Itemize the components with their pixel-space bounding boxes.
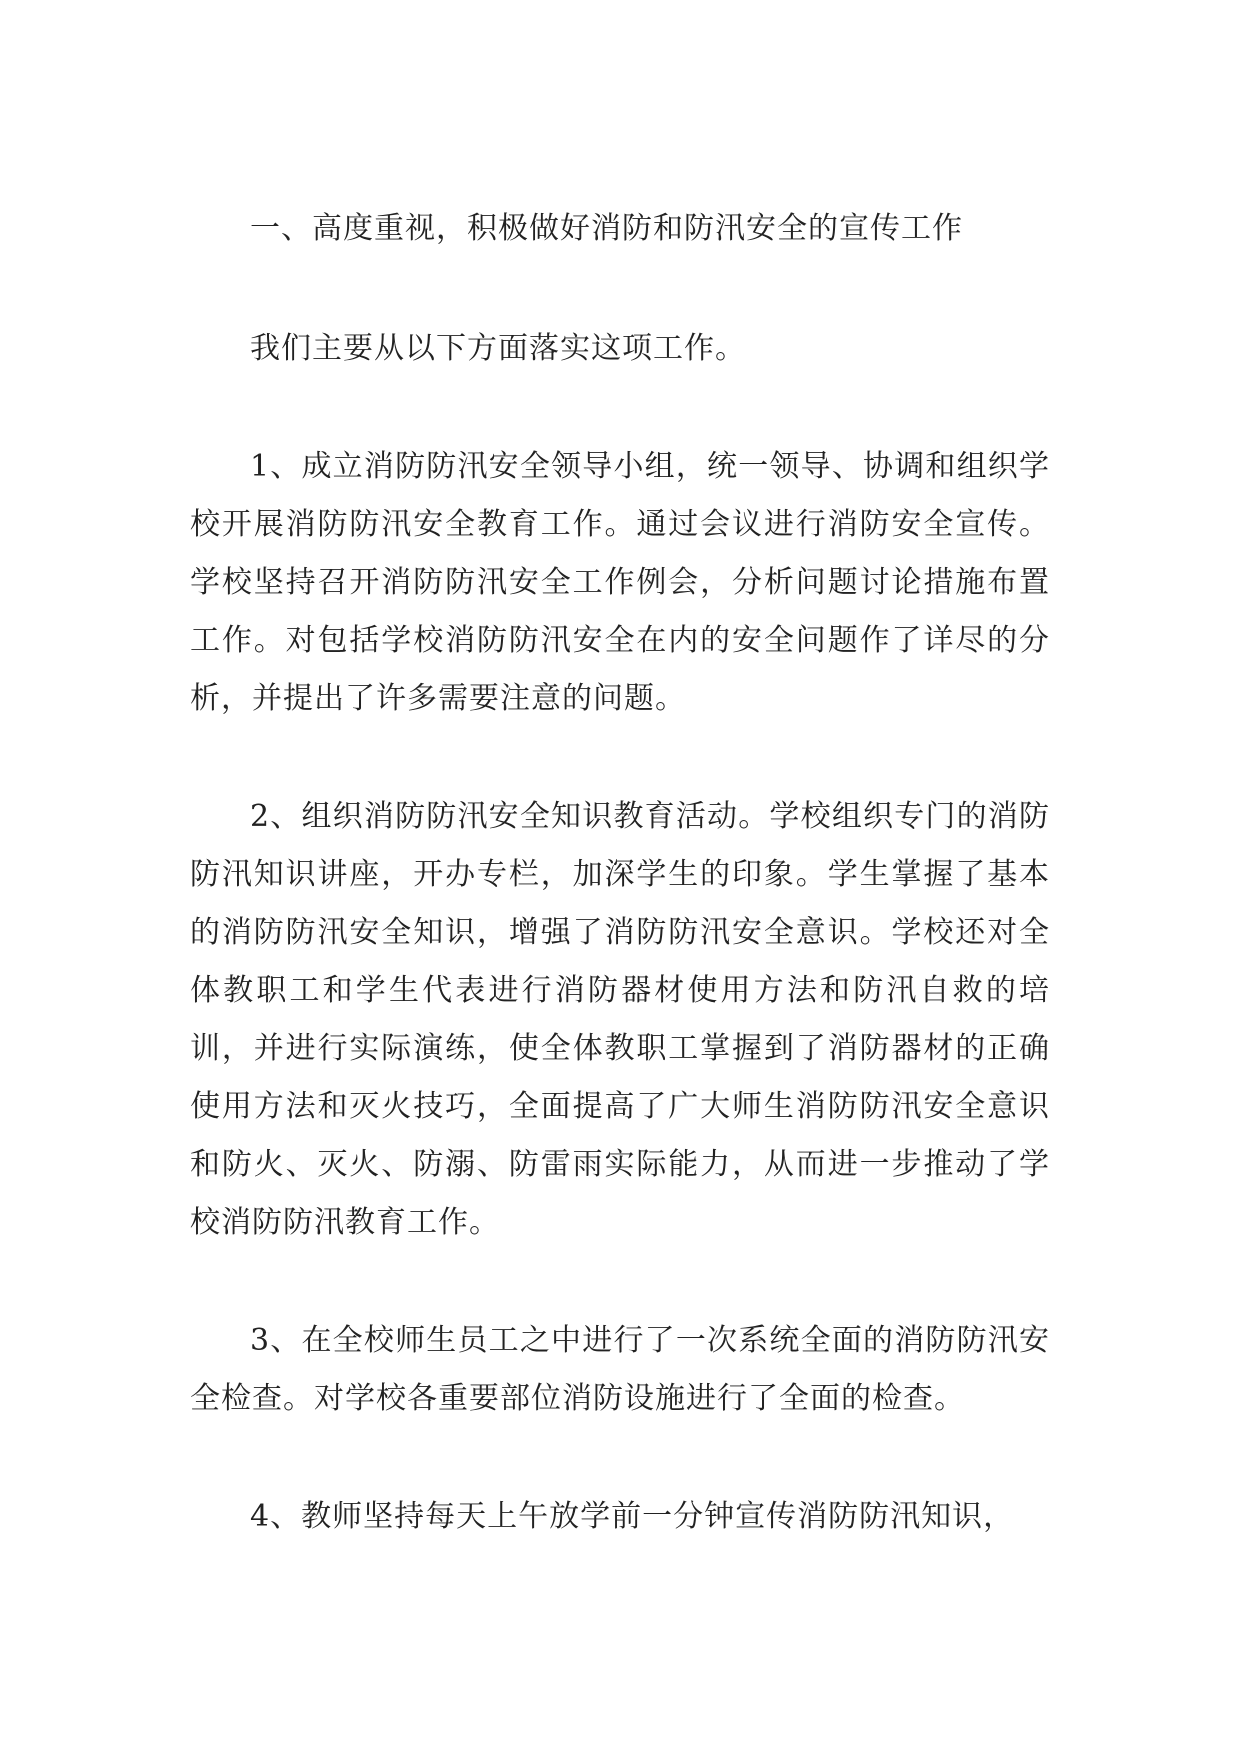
paragraph-4: 4、教师坚持每天上午放学前一分钟宣传消防防汛知识， <box>250 1499 1015 1534</box>
paragraph-2: 2、组织消防防汛安全知识教育活动。学校组织专门的消防防汛知识讲座，开办专栏，加深学生的印象。学生掌握了基本的消防防汛安全知识，增强了消防防汛安全意识。学校还对全体教职工和学生代表进行消防器材使用方法和防汛自救的培训，并进行实际演练，使全体教职工掌握到了消防器材的正确使用方法和灭火技巧，全面提高了广大师生消防防汛安全意识和防火、灭火、防溺、防雷雨实际能力，从而进一步推动了学校消防防汛教育工作。 <box>190 799 1050 1240</box>
section-heading: 一、高度重视，积极做好消防和防汛安全的宣传工作 <box>250 211 963 246</box>
paragraph-3: 3、在全校师生员工之中进行了一次系统全面的消防防汛安全检查。对学校各重要部位消防设施进行了全面的检查。 <box>190 1323 1050 1416</box>
paragraph-1: 1、成立消防防汛安全领导小组，统一领导、协调和组织学校开展消防防汛安全教育工作。通过会议进行消防安全宣传。学校坚持召开消防防汛安全工作例会，分析问题讨论措施布置工作。对包括学校消防防汛安全在内的安全问题作了详尽的分析，并提出了许多需要注意的问题。 <box>190 449 1050 716</box>
document-body <box>190 200 1050 1606</box>
intro-paragraph: 我们主要从以下方面落实这项工作。 <box>250 331 746 366</box>
